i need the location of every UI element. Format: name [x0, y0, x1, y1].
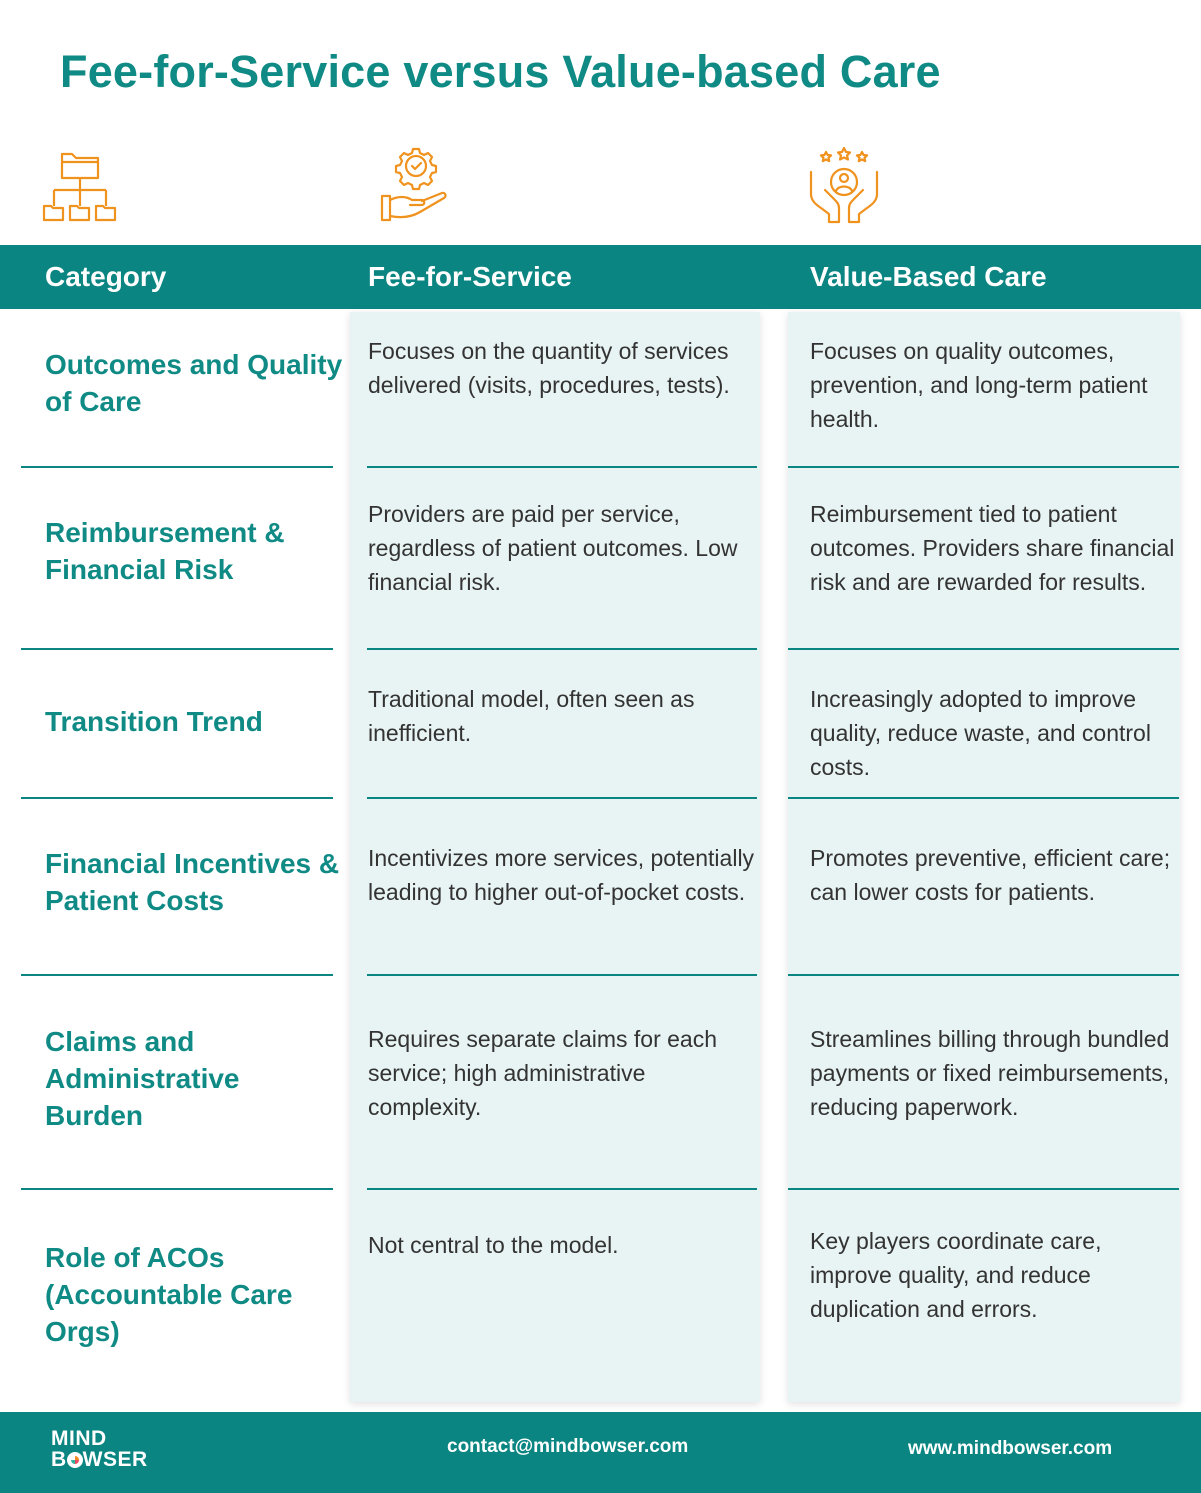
row-divider [788, 1188, 1179, 1190]
row-category-reimbursement: Reimbursement & Financial Risk [45, 517, 285, 585]
header-value-based-care: Value-Based Care [810, 261, 1047, 292]
row-vbc-acos: Key players coordinate care, improve quality, and reduce duplication and errors. [810, 1228, 1102, 1322]
row-ffs-reimbursement: Providers are paid per service, regardless of patient outcomes. Low financial risk. [368, 501, 738, 595]
row-divider [367, 648, 757, 650]
contact-email-link[interactable]: contact@mindbowser.com [447, 1436, 689, 1457]
mindbowser-logo [51, 1428, 148, 1470]
row-divider [21, 648, 333, 650]
row-vbc-reimbursement: Reimbursement tied to patient outcomes. Providers share financial risk and are rewarded for results. [810, 501, 1175, 595]
row-divider [367, 1188, 757, 1190]
row-ffs-incentives: Incentivizes more services, potentially leading to higher out-of-pocket costs. [368, 845, 755, 905]
header-fee-for-service: Fee-for-Service [368, 261, 572, 292]
row-divider [367, 974, 757, 976]
row-divider [21, 797, 333, 799]
row-vbc-incentives: Promotes preventive, efficient care; can lower costs for patients. [810, 845, 1171, 905]
row-vbc-claims: Streamlines billing through bundled payments or fixed reimbursements, reducing paperwork. [810, 1026, 1170, 1120]
row-divider [367, 797, 757, 799]
row-divider [788, 648, 1179, 650]
logo-letter-b: B [51, 1448, 67, 1471]
row-divider [788, 797, 1179, 799]
logo-o-mark-icon [67, 1452, 83, 1468]
header-category: Category [45, 261, 167, 292]
row-divider [21, 466, 333, 468]
hands-person-stars-icon [807, 146, 881, 224]
row-category-outcomes: Outcomes and Quality of Care [45, 349, 343, 417]
row-divider [367, 466, 757, 468]
gear-hand-icon [378, 146, 454, 224]
row-vbc-outcomes: Focuses on quality outcomes, prevention, and long-term patient health. [810, 338, 1148, 432]
website-link[interactable]: www.mindbowser.com [908, 1438, 1113, 1459]
row-category-transition: Transition Trend [45, 706, 263, 737]
row-ffs-claims: Requires separate claims for each service; high administrative complexity. [368, 1026, 717, 1120]
logo-letters-rest: WSER [82, 1448, 148, 1471]
row-category-acos: Role of ACOs (Accountable Care Orgs) [45, 1242, 293, 1347]
hierarchy-folders-icon [42, 150, 118, 222]
logo-line-2 [51, 1449, 148, 1470]
row-ffs-transition: Traditional model, often seen as inefficient. [368, 686, 695, 746]
table-header [0, 245, 1201, 309]
row-vbc-transition: Increasingly adopted to improve quality, reduce waste, and control costs. [810, 686, 1151, 780]
page-title: Fee-for-Service versus Value-based Care [60, 46, 941, 97]
row-ffs-acos: Not central to the model. [368, 1232, 619, 1258]
row-category-incentives: Financial Incentives & Patient Costs [45, 848, 340, 916]
row-divider [21, 974, 333, 976]
footer [0, 1412, 1201, 1493]
row-divider [21, 1188, 333, 1190]
row-category-claims: Claims and Administrative Burden [45, 1026, 240, 1131]
row-divider [788, 974, 1179, 976]
row-ffs-outcomes: Focuses on the quantity of services delivered (visits, procedures, tests). [368, 338, 730, 398]
logo-line-1: MIND [51, 1427, 107, 1450]
row-divider [788, 466, 1179, 468]
